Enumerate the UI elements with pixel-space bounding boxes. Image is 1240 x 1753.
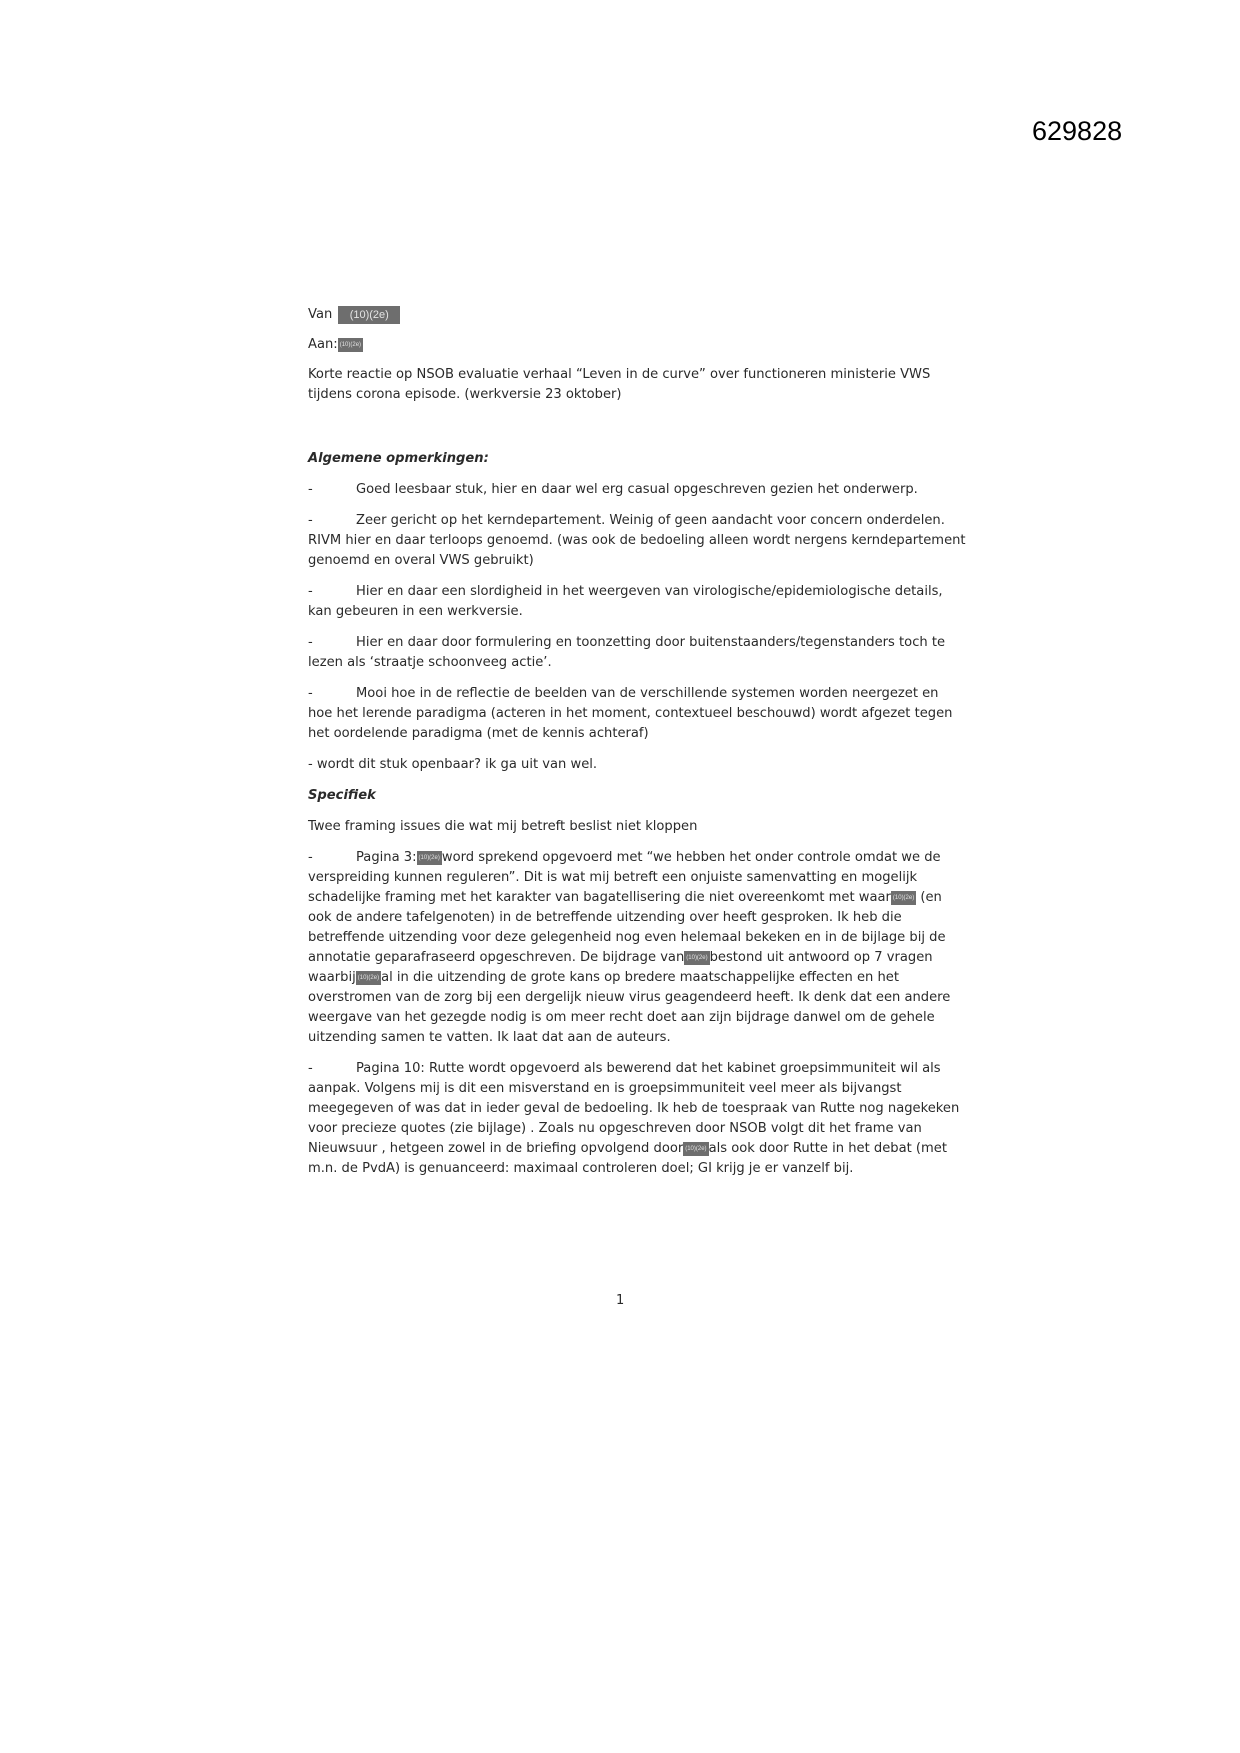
item-text: als ook door Rutte in het debat (met xyxy=(708,1141,947,1156)
van-label: Van xyxy=(308,307,333,322)
aan-line xyxy=(308,335,943,355)
list-item-text: Hier en daar een slordigheid in het weergeven van virologische/epidemiologische details, xyxy=(356,584,943,599)
specific-item-page-3 xyxy=(308,848,951,1048)
list-item-text: Goed leesbaar stuk, hier en daar wel erg casual opgeschreven gezien het onderwerp. xyxy=(356,482,918,497)
document-number: 629828 xyxy=(1032,116,1123,146)
redaction-box: (10)(2e) xyxy=(338,306,400,324)
page-number: 1 xyxy=(616,1293,625,1308)
bullet-dash: - xyxy=(308,635,313,650)
bullet-dash: - xyxy=(308,850,313,865)
specific-intro: Twee framing issues die wat mij betreft beslist niet kloppen xyxy=(308,819,698,834)
list-item-text: Hier en daar door formulering en toonzetting door buitenstaanders/tegenstanders toch te xyxy=(356,635,946,650)
redaction-box: (10)(2e) xyxy=(683,1142,708,1156)
bullet-dash: - xyxy=(308,482,313,497)
closing-question: - wordt dit stuk openbaar? ik ga uit van wel. xyxy=(308,757,598,772)
document-body xyxy=(308,305,966,1179)
item-text: uitzending samen te vatten. Ik laat dat aan de auteurs. xyxy=(308,1030,671,1045)
item-text: Pagina 10: Rutte wordt opgevoerd als bewerend dat het kabinet groepsimmuniteit wil als xyxy=(356,1061,941,1076)
item-text: Nieuwsuur , hetgeen zowel in de briefing opvolgend door xyxy=(308,1141,684,1156)
list-item xyxy=(308,480,943,500)
aan-label: Aan: xyxy=(308,337,338,352)
list-item-text: RIVM hier en daar terloops genoemd. (was ook de bedoeling alleen wordt nergens kerndepartement xyxy=(308,533,966,548)
list-item-text: hoe het lerende paradigma (acteren in het moment, contextueel beschouwd) wordt afgezet tegen xyxy=(308,706,953,721)
van-line xyxy=(308,305,943,325)
general-list xyxy=(308,480,966,775)
redaction-box: (10)(2e) xyxy=(356,971,381,985)
item-text: aanpak. Volgens mij is dit een misverstand en is groepsimmuniteit veel meer als bijvangst xyxy=(308,1081,902,1096)
general-heading: Algemene opmerkingen: xyxy=(308,451,489,466)
item-text: Pagina 3: xyxy=(356,850,417,865)
item-text: (en xyxy=(916,890,942,905)
item-text: verspreiding kunnen reguleren”. Dit is wat mij betreft een onjuiste samenvatting en mogelijk xyxy=(308,870,918,885)
redaction-box: (10)(2e) xyxy=(417,851,442,865)
list-item-text: kan gebeuren in een werkversie. xyxy=(308,604,523,619)
redaction-box: (10)(2e) xyxy=(891,891,916,905)
item-text: meegegeven of was dat in ieder geval de bedoeling. Ik heb de toespraak van Rutte nog nagekeken xyxy=(308,1101,960,1116)
bullet-dash: - xyxy=(308,686,313,701)
bullet-dash: - xyxy=(308,513,313,528)
list-item-text: genoemd en overal VWS gebruikt) xyxy=(308,553,534,568)
list-item-text: lezen als ‘straatje schoonveeg actie’. xyxy=(308,655,552,670)
item-text: ook de andere tafelgenoten) in de betreffende uitzending over heeft gesproken. Ik heb die xyxy=(308,910,902,925)
item-text: weergave van het gezegde nodig is om meer recht doet aan zijn bijdrage danwel om de gehele xyxy=(308,1010,935,1025)
list-item-text: het oordelende paradigma (met de kennis achteraf) xyxy=(308,726,649,741)
list-item xyxy=(308,684,953,744)
intro-line: Korte reactie op NSOB evaluatie verhaal “Leven in de curve” over functioneren ministerie VWS xyxy=(308,367,931,382)
bullet-dash: - xyxy=(308,1061,313,1076)
item-text: waarbij xyxy=(308,970,356,985)
item-text: word sprekend opgevoerd met “we hebben het onder controle omdat we de xyxy=(441,850,941,865)
item-text: bestond uit antwoord op 7 vragen xyxy=(709,950,933,965)
intro-paragraph xyxy=(308,365,943,405)
specific-item-page-10 xyxy=(308,1059,960,1179)
list-item xyxy=(308,511,966,571)
item-text: annotatie geparafraseerd opgeschreven. De bijdrage van xyxy=(308,950,685,965)
intro-line: tijdens corona episode. (werkversie 23 oktober) xyxy=(308,387,622,402)
redaction-box: (10)(2e) xyxy=(338,338,363,352)
item-text: al in die uitzending de grote kans op bredere maatschappelijke effecten en het xyxy=(381,970,899,985)
list-item-text: Mooi hoe in de reflectie de beelden van de verschillende systemen worden neergezet en xyxy=(356,686,939,701)
item-text: voor precieze quotes (zie bijlage) . Zoals nu opgeschreven door NSOB volgt dit het frame van xyxy=(308,1121,922,1136)
list-item xyxy=(308,582,943,622)
specific-heading: Specifiek xyxy=(308,788,376,803)
item-text: overstromen van de zorg bij een dergelijk nieuw virus geagendeerd heeft. Ik denk dat een andere xyxy=(308,990,951,1005)
item-text: schadelijke framing met het karakter van bagatellisering die niet overeenkomt met waar xyxy=(308,890,891,905)
list-item xyxy=(308,633,946,673)
redaction-box: (10)(2e) xyxy=(684,951,709,965)
item-text: m.n. de PvdA) is genuanceerd: maximaal controleren doel; GI krijg je er vanzelf bij. xyxy=(308,1161,854,1176)
list-item-text: Zeer gericht op het kerndepartement. Weinig of geen aandacht voor concern onderdelen. xyxy=(356,513,945,528)
bullet-dash: - xyxy=(308,584,313,599)
item-text: betreffende uitzending voor deze gelegenheid nog even helemaal bekeken en in de bijlage bij de xyxy=(308,930,946,945)
